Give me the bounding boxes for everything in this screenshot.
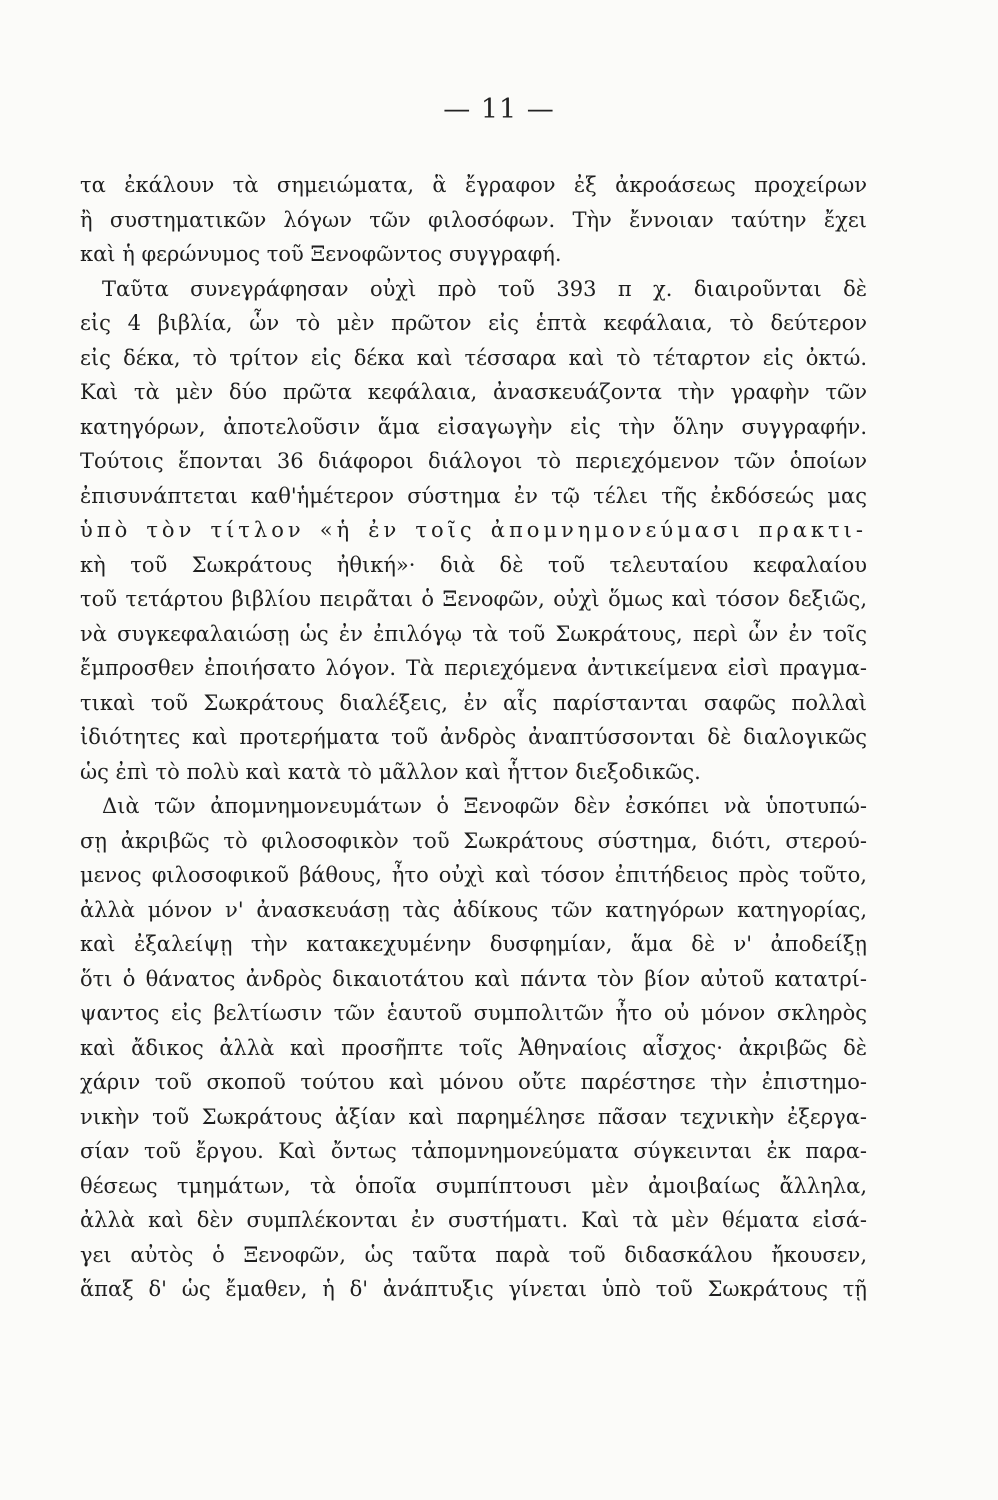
text-line: ἰδιότητες καὶ προτερήματα τοῦ ἀνδρὸς ἀναπτύσσονται δὲ διαλογικῶς <box>80 725 867 749</box>
text-line: ὑπὸ τὸν τίτλον «ἡ ἐν τοῖς ἀπομνημονεύμασι πρακτι- <box>80 518 867 542</box>
text-line: Ταῦτα συνεγράφησαν οὐχὶ πρὸ τοῦ 393 π χ. διαιροῦνται δὲ <box>102 276 867 301</box>
text-line: καὶ ἄδικος ἀλλὰ καὶ προσῆπτε τοῖς Ἀθηναίοις αἶσχος· ἀκριβῶς δὲ <box>80 1035 867 1060</box>
text-line: ἀλλὰ καὶ δὲν συμπλέκονται ἐν συστήματι. Καὶ τὰ μὲν θέματα εἰσά- <box>80 1208 867 1232</box>
text-line: γει αὐτὸς ὁ Ξενοφῶν, ὡς ταῦτα παρὰ τοῦ διδασκάλου ἤκουσεν, <box>80 1242 867 1267</box>
text-line: ἐπισυνάπτεται καθ'ἡμέτερον σύστημα ἐν τῷ τέλει τῆς ἐκδόσεώς μας <box>80 483 867 508</box>
text-line: νὰ συγκεφαλαιώσῃ ὡς ἐν ἐπιλόγῳ τὰ τοῦ Σωκράτους, περὶ ὧν ἐν τοῖς <box>80 621 867 646</box>
text-line: Τούτοις ἕπονται 36 διάφοροι διάλογοι τὸ περιεχόμενον τῶν ὁποίων <box>80 449 867 473</box>
text-line: σῃ ἀκριβῶς τὸ φιλοσοφικὸν τοῦ Σωκράτους σύστημα, διότι, στερού- <box>80 828 867 853</box>
text-line: τοῦ τετάρτου βιβλίου πειρᾶται ὁ Ξενοφῶν, οὐχὶ ὅμως καὶ τόσον δεξιῶς, <box>80 587 867 611</box>
text-line: νικὴν τοῦ Σωκράτους ἀξίαν καὶ παρημέλησε πᾶσαν τεχνικὴν ἐξεργα- <box>80 1104 867 1129</box>
text-line: σίαν τοῦ ἔργου. Καὶ ὄντως τἀπομνημονεύματα σύγκεινται ἐκ παρα- <box>80 1139 867 1163</box>
text-line: καὶ ἡ φερώνυμος τοῦ Ξενοφῶντος συγγραφή. <box>80 242 562 266</box>
text-line: κὴ τοῦ Σωκράτους ἠθική»· διὰ δὲ τοῦ τελευταίου κεφαλαίου <box>80 552 867 577</box>
text-line: ψαντος εἰς βελτίωσιν τῶν ἑαυτοῦ συμπολιτῶν ἦτο οὐ μόνον σκληρὸς <box>80 1001 867 1025</box>
page-number: — 11 — <box>443 94 555 125</box>
text-line: τικαὶ τοῦ Σωκράτους διαλέξεις, ἐν αἷς παρίστανται σαφῶς πολλαὶ <box>80 690 867 715</box>
text-line: ἅπαξ δ' ὡς ἔμαθεν, ἡ δ' ἀνάπτυξις γίνεται ὑπὸ τοῦ Σωκράτους τῇ <box>80 1277 867 1301</box>
text-line: ὅτι ὁ θάνατος ἀνδρὸς δικαιοτάτου καὶ πάντα τὸν βίον αὐτοῦ κατατρί- <box>80 966 867 991</box>
text-line: ἀλλὰ μόνον ν' ἀνασκευάσῃ τὰς ἀδίκους τῶν κατηγόρων κατηγορίας, <box>80 897 867 922</box>
text-line: μενος φιλοσοφικοῦ βάθους, ἦτο οὐχὶ καὶ τόσον ἐπιτήδειος πρὸς τοῦτο, <box>80 863 867 887</box>
text-line: τα ἐκάλουν τὰ σημειώματα, ἃ ἔγραφον ἐξ ἀκροάσεως προχείρων <box>80 173 867 197</box>
text-line: καὶ ἐξαλείψῃ τὴν κατακεχυμένην δυσφημίαν, ἅμα δὲ ν' ἀποδείξῃ <box>80 932 867 956</box>
text-line: ὡς ἐπὶ τὸ πολὺ καὶ κατὰ τὸ μᾶλλον καὶ ἧττον διεξοδικῶς. <box>80 759 701 784</box>
text-line: Διὰ τῶν ἀπομνημονευμάτων ὁ Ξενοφῶν δὲν ἐσκόπει νὰ ὑποτυπώ- <box>102 794 867 818</box>
text-line: εἰς 4 βιβλία, ὧν τὸ μὲν πρῶτον εἰς ἑπτὰ κεφάλαια, τὸ δεύτερον <box>80 311 867 335</box>
text-line: ἔμπροσθεν ἐποιήσατο λόγον. Τὰ περιεχόμενα ἀντικείμενα εἰσὶ πραγμα- <box>80 656 867 680</box>
text-line: εἰς δέκα, τὸ τρίτον εἰς δέκα καὶ τέσσαρα καὶ τὸ τέταρτον εἰς ὀκτώ. <box>80 345 867 370</box>
text-line: κατηγόρων, ἀποτελοῦσιν ἅμα εἰσαγωγὴν εἰς τὴν ὅλην συγγραφήν. <box>80 414 867 439</box>
text-line: ἢ συστηματικῶν λόγων τῶν φιλοσόφων. Τὴν ἔννοιαν ταύτην ἔχει <box>80 207 867 232</box>
body-text <box>80 168 867 1307</box>
text-line: θέσεως τμημάτων, τὰ ὁποῖα συμπίπτουσι μὲν ἀμοιβαίως ἄλληλα, <box>80 1173 867 1198</box>
text-line: Καὶ τὰ μὲν δύο πρῶτα κεφάλαια, ἀνασκευάζοντα τὴν γραφὴν τῶν <box>80 380 867 404</box>
text-line: χάριν τοῦ σκοποῦ τούτου καὶ μόνου οὔτε παρέστησε τὴν ἐπιστημο- <box>80 1070 867 1094</box>
